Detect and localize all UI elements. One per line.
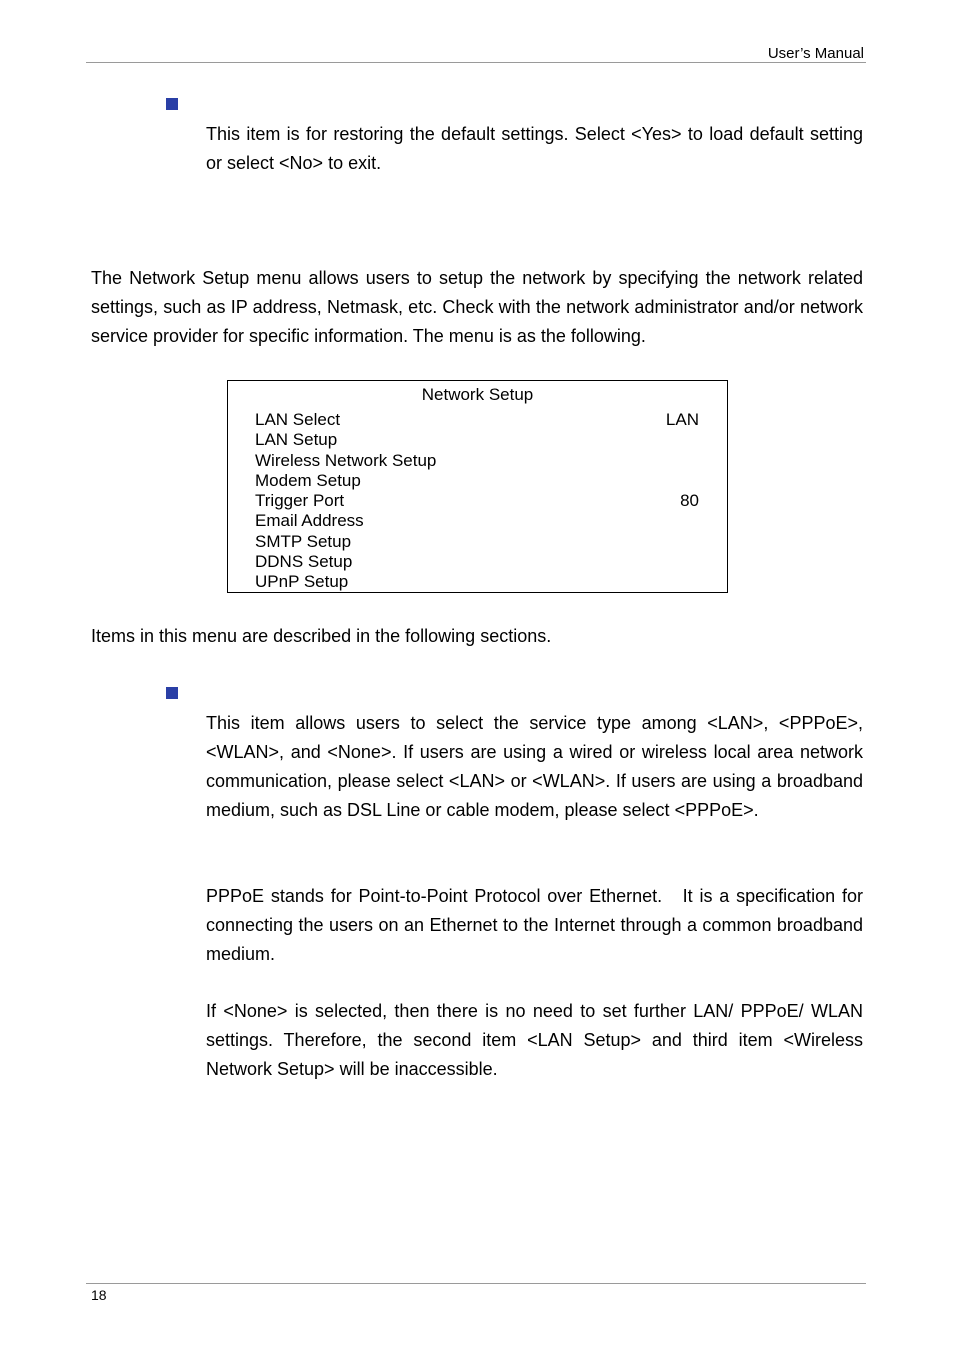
running-header: User’s Manual <box>767 45 864 62</box>
network-setup-menu <box>227 380 728 593</box>
network-setup-intro: The Network Setup menu allows users to setup the network by specifying the network related settings, such as IP address, Netmask, etc. Check with the network administrator and/or network service provider for specific information. The menu is as the following. <box>91 268 863 346</box>
lan-select-description: This item allows users to select the service type among <LAN>, <PPPoE>, <WLAN>, and <None>. If users are using a wired or wireless local area network communication, please select <LAN> or <WLAN>. If users are using a broadband medium, such as DSL Line or cable modem, please select <PPPoE>. <box>206 713 863 820</box>
menu-item-label: Wireless Network Setup <box>255 450 437 470</box>
menu-item-label: Email Address <box>255 511 364 531</box>
none-option-description: If <None> is selected, then there is no need to set further LAN/ PPPoE/ WLAN settings. Therefore, the second item <LAN Setup> and third item <Wireless Network Setup> will be inaccessible. <box>206 1001 863 1079</box>
menu-item-trigger-port <box>228 491 727 511</box>
restore-defaults-description: This item is for restoring the default settings. Select <Yes> to load default setting or select <No> to exit. <box>206 124 863 173</box>
menu-item-label: LAN Setup <box>255 430 338 450</box>
menu-item-label: SMTP Setup <box>255 531 352 551</box>
pppoe-description: PPPoE stands for Point-to-Point Protocol over Ethernet. It is a specification for connecting the users on an Ethernet to the Internet through a common broadband medium. <box>206 886 869 964</box>
footer-divider <box>86 1283 866 1284</box>
menu-item-upnp-setup <box>228 572 727 592</box>
page-number: 18 <box>91 1287 107 1303</box>
menu-item-lan-setup <box>228 430 727 450</box>
menu-item-value: LAN <box>665 410 699 429</box>
menu-item-modem-setup <box>228 471 727 491</box>
header-divider <box>86 62 866 63</box>
menu-items-note: Items in this menu are described in the following sections. <box>91 626 552 646</box>
menu-item-label: DDNS Setup <box>255 551 353 571</box>
menu-item-wireless-network-setup <box>228 451 727 471</box>
menu-item-label: UPnP Setup <box>255 572 349 591</box>
menu-item-label: Modem Setup <box>255 470 361 490</box>
menu-item-lan-select <box>228 410 727 430</box>
menu-item-label: LAN Select <box>255 410 341 429</box>
menu-item-ddns-setup <box>228 552 727 572</box>
menu-item-smtp-setup <box>228 532 727 552</box>
section-bullet-icon <box>166 687 178 699</box>
menu-title: Network Setup <box>421 385 534 404</box>
section-bullet-icon <box>166 98 178 110</box>
menu-item-label: Trigger Port <box>255 491 345 510</box>
menu-item-value: 80 <box>680 491 699 510</box>
menu-item-list <box>228 410 727 592</box>
menu-item-email-address <box>228 511 727 531</box>
